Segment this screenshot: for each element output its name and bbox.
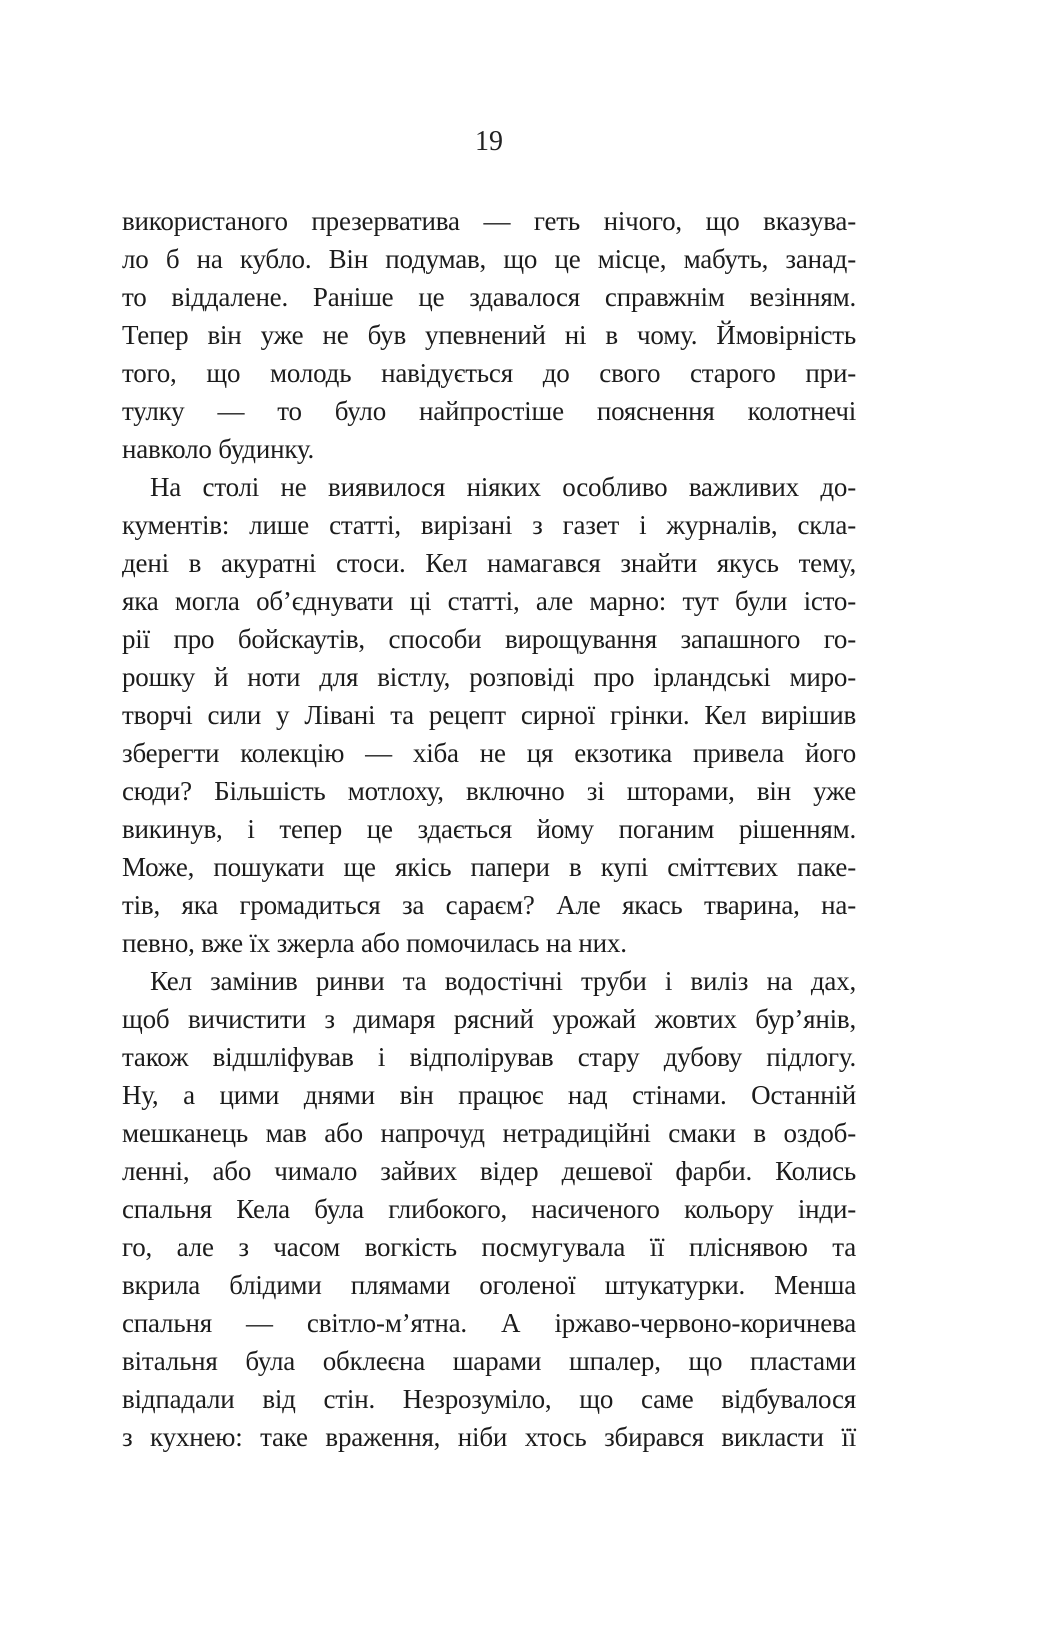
text-line: творчі сили у Лівані та рецепт сирної грінки. Кел вирішив — [122, 700, 856, 730]
text-line: певно, вже їх зжерла або помочилась на них. — [122, 928, 627, 958]
text-line: тулку — то було найпростіше пояснення колотнечі — [122, 396, 856, 426]
paragraph — [122, 468, 856, 962]
text-line: викинув, і тепер це здається йому поганим рішенням. — [122, 814, 856, 844]
text-line: Кел замінив ринви та водостічні труби і виліз на дах, — [150, 966, 856, 996]
page-number: 19 — [475, 126, 503, 157]
text-line: також відшліфував і відполірував стару дубову підлогу. — [122, 1042, 856, 1072]
text-line: мешканець мав або напрочуд нетрадиційні смаки в оздоб- — [122, 1118, 856, 1148]
text-line: з кухнею: таке враження, ніби хтось збирався викласти її — [122, 1422, 856, 1452]
text-line: щоб вичистити з димаря рясний урожай жовтих бур’янів, — [122, 1004, 856, 1034]
paragraph — [122, 962, 856, 1456]
text-line: го, але з часом вогкість посмугувала її пліснявою та — [122, 1232, 856, 1262]
text-line: відпадали від стін. Незрозуміло, що саме відбувалося — [122, 1384, 856, 1414]
text-line: тів, яка громадиться за сараєм? Але якась тварина, на- — [122, 890, 856, 920]
text-line: Тепер він уже не був упевнений ні в чому. Ймовірність — [122, 320, 856, 350]
text-line: вітальня була обклеєна шарами шпалер, що пластами — [122, 1346, 856, 1376]
text-line: спальня — світло-м’ятна. А іржаво-червоно-коричнева — [122, 1308, 856, 1338]
text-line: ленні, або чимало зайвих відер дешевої фарби. Колись — [122, 1156, 856, 1186]
text-block — [122, 202, 856, 1456]
text-line: то віддалене. Раніше це здавалося справжнім везінням. — [122, 282, 856, 312]
text-line: вкрила блідими плямами оголеної штукатурки. Менша — [122, 1270, 856, 1300]
text-line: сюди? Більшість мотлоху, включно зі шторами, він уже — [122, 776, 856, 806]
text-line: На столі не виявилося ніяких особливо важливих до- — [150, 472, 856, 502]
text-line: Ну, а цими днями він працює над стінами. Останній — [122, 1080, 856, 1110]
paragraph — [122, 202, 856, 468]
text-line: використаного презерватива — геть нічого, що вказува- — [122, 206, 856, 236]
text-line: рошку й ноти для вістлу, розповіді про ірландські миро- — [122, 662, 856, 692]
text-line: навколо будинку. — [122, 434, 315, 464]
text-line: того, що молодь навідується до свого старого при- — [122, 358, 856, 388]
text-line: дені в акуратні стоси. Кел намагався знайти якусь тему, — [122, 548, 856, 578]
text-line: Може, пошукати ще якісь папери в купі сміттєвих паке- — [122, 852, 856, 882]
text-line: зберегти колекцію — хіба не ця екзотика привела його — [122, 738, 856, 768]
text-line: яка могла об’єднувати ці статті, але марно: тут були істо- — [122, 586, 856, 616]
text-line: кументів: лише статті, вирізані з газет і журналів, скла- — [122, 510, 856, 540]
text-line: спальня Кела була глибокого, насиченого кольору інди- — [122, 1194, 856, 1224]
text-line: ло б на кубло. Він подумав, що це місце, мабуть, занад- — [122, 244, 856, 274]
text-line: рії про бойскаутів, способи вирощування запашного го- — [122, 624, 856, 654]
